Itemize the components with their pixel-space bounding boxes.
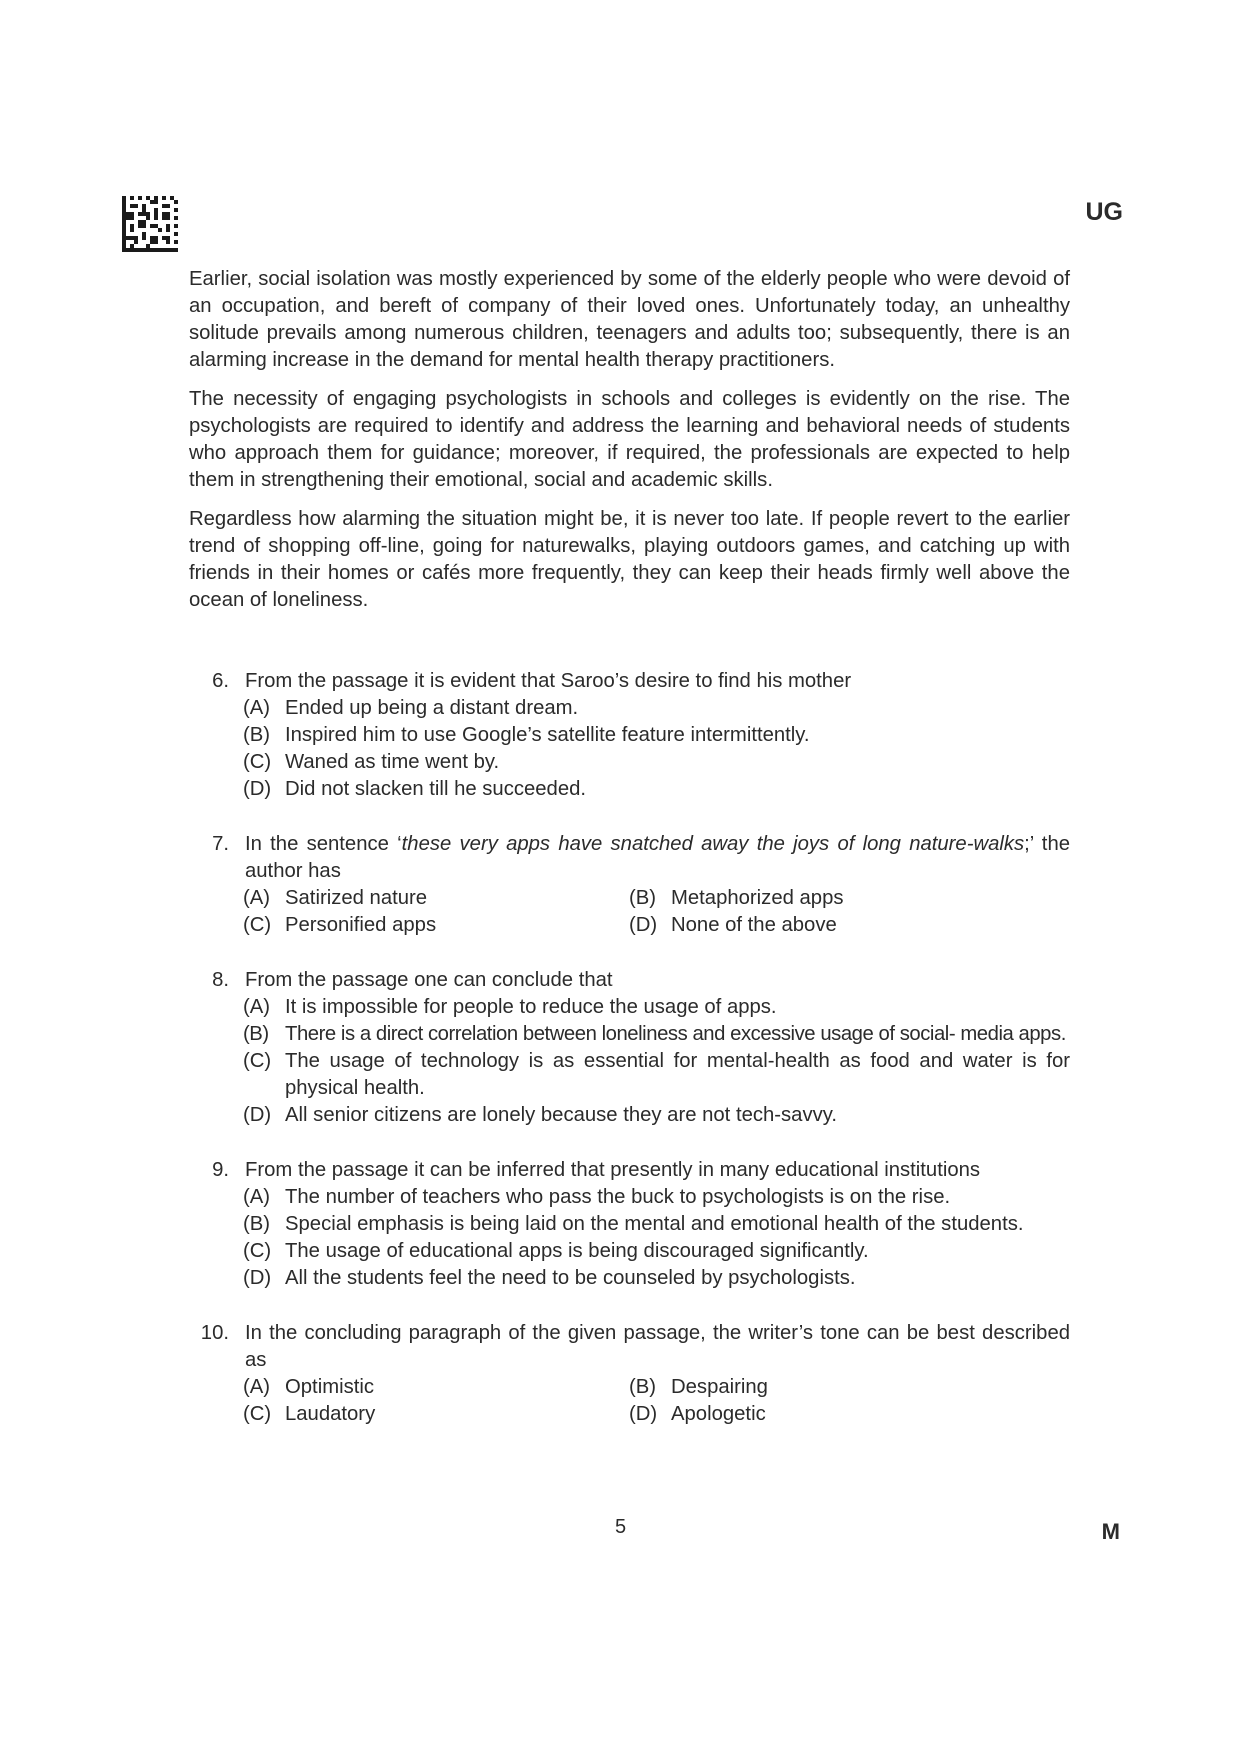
option-c: (C) The usage of educational apps is being discouraged significantly. <box>243 1240 869 1262</box>
option-b: (B) Metaphorized apps <box>629 887 844 909</box>
question-6 <box>189 668 1070 803</box>
option-b: (B) Inspired him to use Google’s satellite feature intermittently. <box>243 724 810 746</box>
question-list <box>189 668 1070 1456</box>
option-b: (B) Special emphasis is being laid on the mental and emotional health of the students. <box>243 1213 1024 1235</box>
option-a: (A) Satirized nature <box>243 887 428 909</box>
option-d: (D) All the students feel the need to be counseled by psychologists. <box>243 1267 856 1289</box>
question-10 <box>189 1320 1070 1428</box>
paper-code: UG <box>1085 198 1123 226</box>
option-c: (C) Waned as time went by. <box>243 751 500 773</box>
reading-passage <box>189 266 1070 626</box>
question-text: In the sentence ‘these very apps have snatched away the joys of long nature-walks;’ the author has <box>245 833 1070 882</box>
question-7 <box>189 831 1070 939</box>
option-c: (C) The usage of technology is as essential for mental-health as food and water is for physical health. <box>243 1050 1070 1099</box>
option-d: (D) Did not slacken till he succeeded. <box>243 778 587 800</box>
passage-paragraph: Earlier, social isolation was mostly experienced by some of the elderly people who were devoid of an occupation, and bereft of company of their loved ones. Unfortunately today, an unhealthy solitude prevails among numerous children, teenagers and adults too; subsequently, there is an alarming increase in the demand for mental health therapy practitioners. <box>189 268 1070 371</box>
qr-code-icon <box>122 196 178 252</box>
passage-paragraph: The necessity of engaging psychologists in schools and colleges is evidently on the rise. The psychologists are required to identify and address the learning and behavioral needs of students who approach them for guidance; moreover, if required, the professionals are expected to help them in strengthening their emotional, social and academic skills. <box>189 388 1070 491</box>
question-number: 7. <box>212 833 229 855</box>
question-9 <box>189 1157 1070 1292</box>
option-b: (B) Despairing <box>629 1376 768 1398</box>
option-d: (D) All senior citizens are lonely because they are not tech-savvy. <box>243 1104 837 1126</box>
question-text: From the passage it is evident that Saroo’s desire to find his mother <box>245 670 852 692</box>
question-number: 10. <box>200 1322 229 1344</box>
option-a: (A) It is impossible for people to reduce the usage of apps. <box>243 996 777 1018</box>
question-number: 8. <box>212 969 229 991</box>
question-text: From the passage one can conclude that <box>245 969 613 991</box>
question-text: In the concluding paragraph of the given passage, the writer’s tone can be best described as <box>245 1322 1070 1371</box>
option-a: (A) Ended up being a distant dream. <box>243 697 579 719</box>
page-number: 5 <box>614 1516 627 1538</box>
paper-set: M <box>1101 1519 1120 1544</box>
question-text: From the passage it can be inferred that presently in many educational institutions <box>245 1159 981 1181</box>
option-b: (B) There is a direct correlation between loneliness and excessive usage of social- media apps. <box>243 1023 1066 1045</box>
option-list <box>243 994 1070 1129</box>
question-8 <box>189 967 1070 1129</box>
option-d: (D) None of the above <box>629 914 837 936</box>
option-list <box>243 1184 1070 1292</box>
option-c: (C) Laudatory <box>243 1403 376 1425</box>
option-a: (A) Optimistic <box>243 1376 375 1398</box>
question-number: 9. <box>212 1159 229 1181</box>
question-number: 6. <box>212 670 229 692</box>
option-c: (C) Personified apps <box>243 914 437 936</box>
option-a: (A) The number of teachers who pass the buck to psychologists is on the rise. <box>243 1186 951 1208</box>
option-list <box>243 1374 1070 1428</box>
passage-paragraph: Regardless how alarming the situation might be, it is never too late. If people revert to the earlier trend of shopping off-line, going for naturewalks, playing outdoors games, and catching up with friends in their homes or cafés more frequently, they can keep their heads firmly well above the ocean of loneliness. <box>189 508 1070 611</box>
option-d: (D) Apologetic <box>629 1403 766 1425</box>
option-list <box>243 885 1070 939</box>
quoted-sentence: these very apps have snatched away the joys of long nature-walks <box>401 833 1025 855</box>
option-list <box>243 695 1070 803</box>
